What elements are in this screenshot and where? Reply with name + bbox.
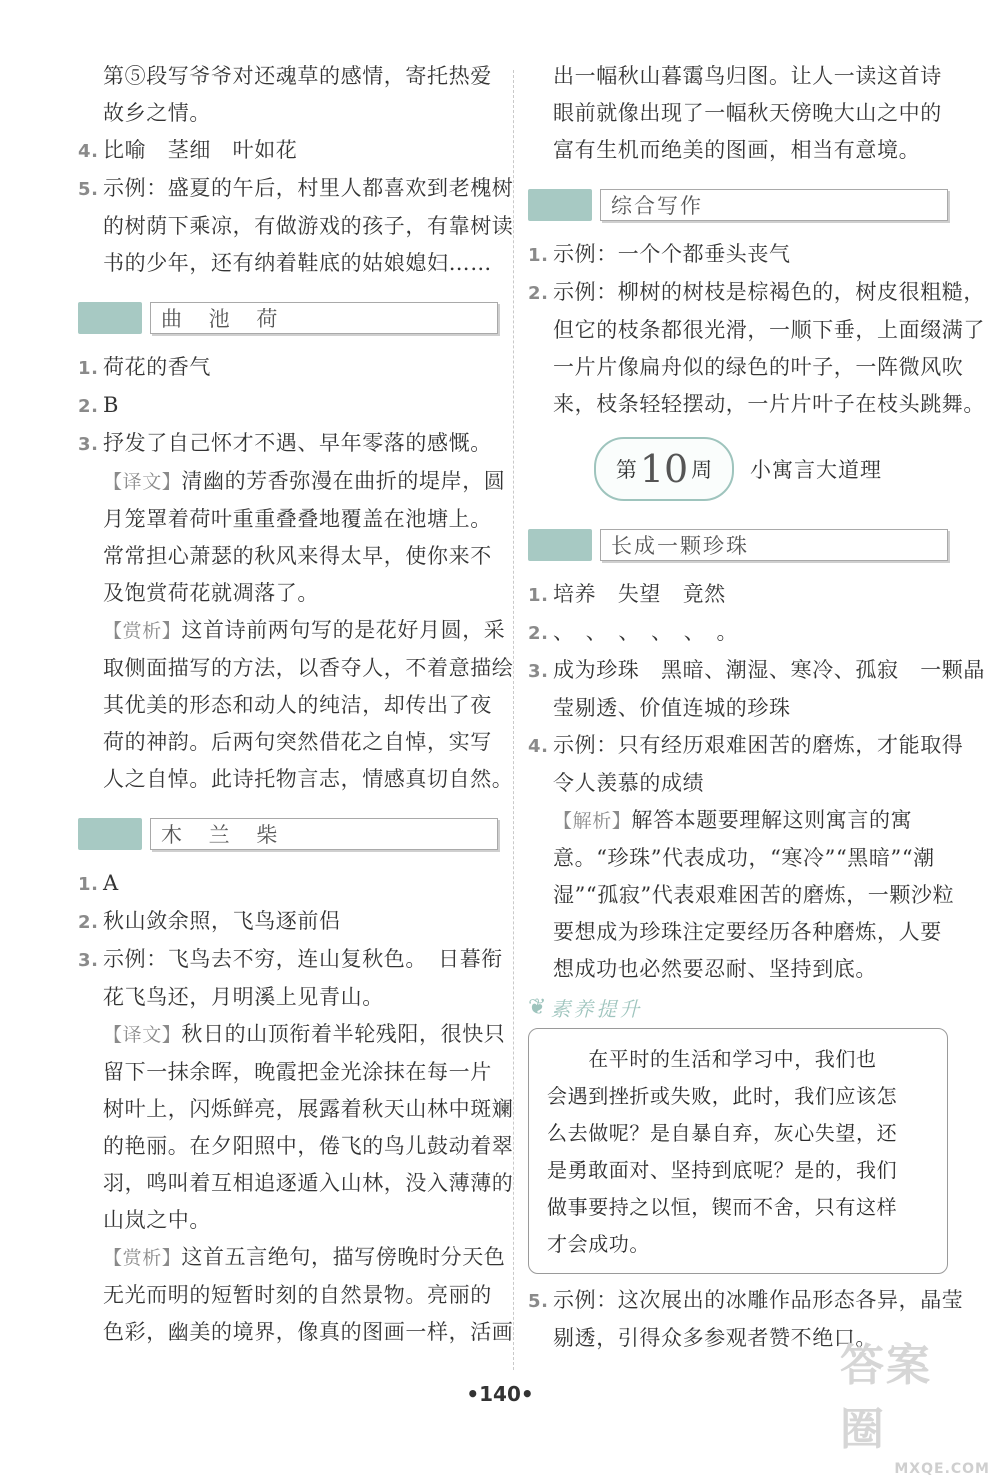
section-title: 曲 池 荷: [150, 302, 498, 334]
page-number: •140•: [466, 1382, 534, 1406]
answer-item: [528, 576, 948, 614]
item-text: 示例：一个个都垂头丧气: [553, 242, 791, 266]
appreciation-tag: 【赏析】: [103, 620, 182, 642]
item-number: 4.: [78, 141, 99, 162]
text-line: 来，枝条轻轻摆动，一片片叶子在枝头跳舞。: [553, 392, 985, 416]
text-line: 花飞鸟还，月明溪上见青山。: [103, 985, 384, 1009]
item-text: 示例：柳树的树枝是棕褐色的，树皮很粗糙，: [553, 280, 985, 304]
literacy-line: 会遇到挫折或失败，此时，我们应该怎: [547, 1084, 898, 1108]
translation-text: 秋日的山顶衔着半轮残阳，很快只: [181, 1022, 506, 1046]
item-text: 抒发了自己怀才不遇、早年零落的感慨。: [103, 431, 492, 455]
text-line: 一片片像扁舟似的绿色的叶子，一阵微风吹: [553, 355, 964, 379]
text-line: 令人羡慕的成绩: [553, 771, 705, 795]
item-number: 1.: [528, 245, 549, 266]
item-number: 2.: [78, 912, 99, 933]
week-badge: [594, 437, 734, 501]
right-column: [528, 58, 985, 1357]
text-line: 书的少年，还有纳着鞋底的姑娘媳妇……: [103, 251, 492, 275]
item-text: 培养 失望 竟然: [553, 582, 726, 606]
item-text: A: [103, 871, 119, 895]
item-text: 成为珍珠 黑暗、潮湿、寒冷、孤寂 一颗晶: [553, 658, 985, 682]
section-tab: [528, 529, 592, 561]
section-title: 综合写作: [600, 189, 948, 221]
appreciation-line: 色彩，幽美的境界，像真的图画一样，活画: [103, 1320, 514, 1344]
section-header: [78, 299, 498, 337]
week-suffix: 周: [691, 458, 713, 482]
text-line: 第⑤段写爷爷对还魂草的感情，寄托热爱: [103, 64, 492, 88]
appreciation-line: 无光而明的短暂时刻的自然景物。亮丽的: [103, 1283, 492, 1307]
week-prefix: 第: [615, 458, 637, 482]
text-line: 富有生机而绝美的图画，相当有意境。: [553, 138, 921, 162]
answer-item: [528, 614, 948, 652]
section-title: 长成一颗珍珠: [600, 529, 948, 561]
translation-line: 及饱赏荷花就凋落了。: [103, 581, 319, 605]
section-header: [528, 526, 948, 564]
item-text: 比喻 茎细 叶如花: [103, 138, 298, 162]
item-text: 示例：这次展出的冰雕作品形态各异，晶莹: [553, 1288, 964, 1312]
analysis-line: 湿”“孤寂”代表艰难困苦的磨炼，一颗沙粒: [553, 883, 955, 907]
text-line: 出一幅秋山暮霭鸟归图。让人一读这首诗: [553, 64, 942, 88]
analysis-tag: 【解析】: [553, 810, 632, 832]
translation-line: 常常担心萧瑟的秋风来得太早，使你来不: [103, 544, 492, 568]
analysis-line: 意。“珍珠”代表成功，“寒冷”“黑暗”“潮: [553, 846, 935, 870]
text-line: 莹剔透、价值连城的珍珠: [553, 696, 791, 720]
literacy-line: 做事要持之以恒，锲而不舍，只有这样: [547, 1195, 898, 1219]
section-tab: [78, 818, 142, 850]
translation-line: 月笼罩着荷叶重重叠叠地覆盖在池塘上。: [103, 507, 492, 531]
appreciation-line: 人之自悼。此诗托物言志，情感真切自然。: [103, 767, 514, 791]
item-number: 1.: [78, 358, 99, 379]
watermark-url: MXQE.COM: [894, 1461, 990, 1477]
translation-line: 留下一抹余晖，晚霞把金光涂抹在每一片: [103, 1060, 492, 1084]
literacy-line: 才会成功。: [547, 1232, 650, 1256]
item-text: B: [103, 393, 120, 417]
week-banner: [528, 429, 948, 509]
answer-item: [78, 941, 503, 979]
literacy-line: 是勇敢面对、坚持到底呢？是的，我们: [547, 1158, 898, 1182]
item-number: 3.: [528, 661, 549, 682]
translation-text: 清幽的芳香弥漫在曲折的堤岸，圆: [181, 469, 506, 493]
leaf-icon: ❦: [528, 994, 547, 1020]
item-text: 、 、 、 、 、 。: [553, 620, 739, 644]
answer-item: [528, 727, 964, 765]
analysis-line: 要想成为珍珠注定要经历各种磨炼，人要: [553, 920, 942, 944]
literacy-line: 在平时的生活和学习中，我们也: [547, 1047, 877, 1071]
watermark: [840, 1340, 990, 1477]
appreciation-line: [78, 612, 506, 650]
appreciation-line: 其优美的形态和动人的纯洁，却传出了夜: [103, 693, 492, 717]
appreciation-line: [78, 1239, 506, 1277]
answer-item: [78, 903, 498, 941]
answer-item: [78, 425, 498, 463]
analysis-line: 想成功也必然要忍耐、坚持到底。: [553, 957, 877, 981]
item-text: 示例：只有经历艰难困苦的磨炼，才能取得: [553, 733, 964, 757]
item-number: 5.: [78, 179, 99, 200]
translation-tag: 【译文】: [103, 471, 182, 493]
answer-item: [78, 349, 498, 387]
appreciation-line: 取侧面描写的方法，以香夺人，不着意描绘: [103, 656, 514, 680]
item-text: 荷花的香气: [103, 355, 211, 379]
text-line: 剔透，引得众多参观者赞不绝口。: [553, 1326, 877, 1350]
answer-item: [528, 1282, 964, 1320]
answer-item: [78, 865, 498, 903]
literacy-line: 么去做呢？是自暴自弃，灰心失望，还: [547, 1121, 898, 1145]
section-header: [78, 815, 498, 853]
translation-line: [78, 1016, 506, 1054]
watermark-logo: 答案圈: [840, 1340, 932, 1455]
analysis-text: 解答本题要理解这则寓言的寓: [631, 808, 913, 832]
appreciation-tag: 【赏析】: [103, 1247, 182, 1269]
section-header: [528, 186, 948, 224]
translation-line: 羽，鸣叫着互相追逐遁入山林，没入薄薄的: [103, 1171, 514, 1195]
item-number: 4.: [528, 736, 549, 757]
item-text: 示例：飞鸟去不穷，连山复秋色。 日暮衔: [103, 947, 503, 971]
literacy-header: [528, 990, 948, 1024]
answer-item: [78, 170, 514, 208]
appreciation-line: 荷的神韵。后两句突然借花之自悼，实写: [103, 730, 492, 754]
item-number: 2.: [528, 283, 549, 304]
translation-line: 山岚之中。: [103, 1208, 211, 1232]
section-title: 木 兰 柴: [150, 818, 498, 850]
left-column: [78, 58, 514, 1351]
answer-item: [528, 274, 985, 312]
section-tab: [78, 302, 142, 334]
week-number: 10: [639, 447, 689, 491]
item-number: 3.: [78, 950, 99, 971]
item-number: 5.: [528, 1291, 549, 1312]
text-line: 但它的枝条都很光滑，一顺下垂，上面缀满了: [553, 318, 985, 342]
item-text: 秋山敛余照，飞鸟逐前侣: [103, 909, 341, 933]
appreciation-text: 这首五言绝句，描写傍晚时分天色: [181, 1245, 506, 1269]
item-text: 示例：盛夏的午后，村里人都喜欢到老槐树: [103, 176, 514, 200]
item-number: 2.: [78, 396, 99, 417]
literacy-label: 素养提升: [550, 996, 643, 1021]
translation-tag: 【译文】: [103, 1024, 182, 1046]
answer-item: [78, 132, 498, 170]
item-number: 2.: [528, 623, 549, 644]
text-line: 的树荫下乘凉，有做游戏的孩子，有靠树读: [103, 214, 514, 238]
answer-item: [78, 387, 498, 425]
translation-line: 的艳丽。在夕阳照中，倦飞的鸟儿鼓动着翠: [103, 1134, 514, 1158]
answer-item: [528, 236, 948, 274]
item-number: 3.: [78, 434, 99, 455]
item-number: 1.: [528, 585, 549, 606]
text-line: 故乡之情。: [103, 101, 211, 125]
answer-item: [528, 652, 985, 690]
week-title: 小寓言大道理: [750, 458, 882, 482]
analysis-line: [528, 802, 948, 840]
appreciation-text: 这首诗前两句写的是花好月圆，采: [181, 618, 506, 642]
item-number: 1.: [78, 874, 99, 895]
translation-line: 树叶上，闪烁鲜亮，展露着秋天山林中斑斓: [103, 1097, 514, 1121]
text-line: 眼前就像出现了一幅秋天傍晚大山之中的: [553, 101, 942, 125]
literacy-box: [528, 1028, 948, 1274]
translation-line: [78, 463, 506, 501]
section-tab: [528, 189, 592, 221]
